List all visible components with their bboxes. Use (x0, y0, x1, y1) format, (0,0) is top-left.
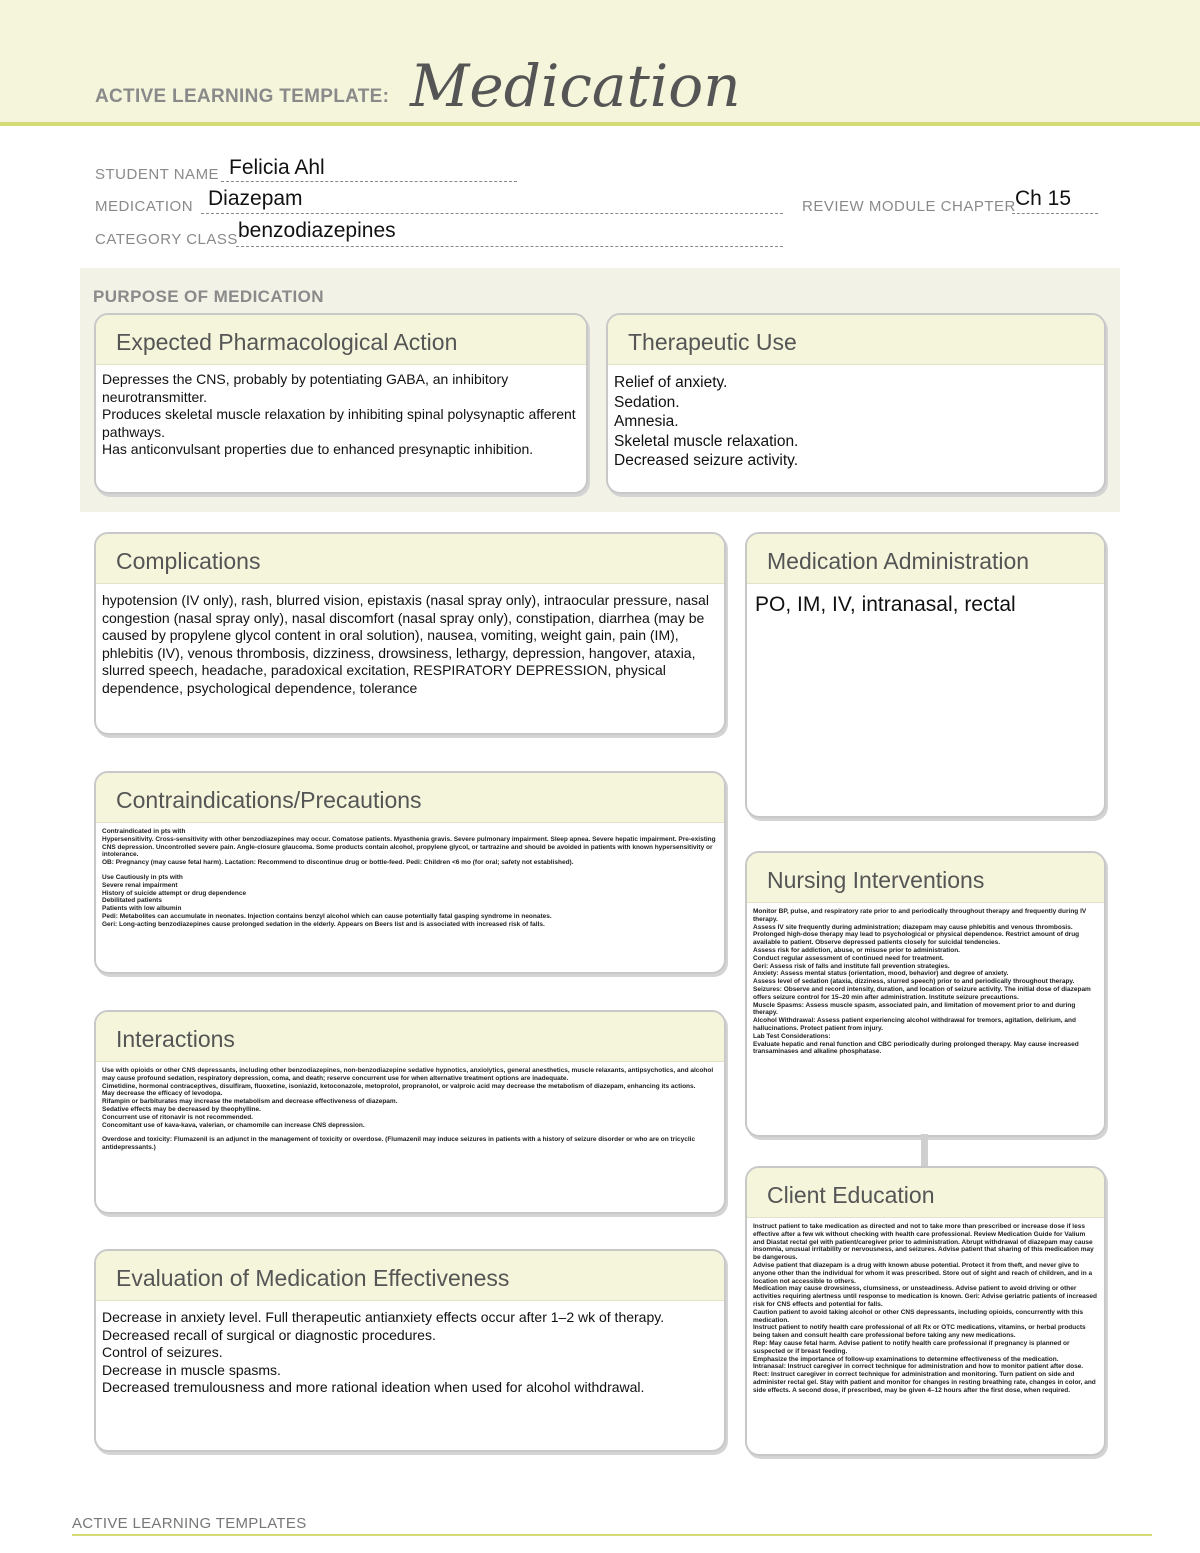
category-class-value[interactable]: benzodiazepines (238, 219, 396, 242)
medication-line (201, 213, 783, 214)
contraindications-title: Contraindications/Precautions (96, 773, 724, 823)
footer-rule (72, 1534, 1152, 1536)
client-education-title: Client Education (747, 1168, 1104, 1218)
medication-administration-body: PO, IM, IV, intranasal, rectal (755, 593, 1016, 616)
client-education-line: Caution patient to avoid taking alcohol or other CNS depressants, including opioids, concurrently with this medication. (753, 1308, 1084, 1324)
interactions-line: May decrease the efficacy of levodopa. (102, 1090, 223, 1098)
client-education-line: Medication may cause drowsiness, clumsiness, or unsteadiness. Advise patient to avoid driving or other activities requiring alertness until response to medication is known. Geri: Advise geriatric patients of increased risk for CNS effects and potential for falls. (753, 1285, 1097, 1308)
complications-title: Complications (96, 534, 724, 584)
contraindications-line: History of suicide attempt or drug dependence (102, 889, 247, 897)
therapeutic-use-title: Therapeutic Use (608, 315, 1104, 365)
expected-action-title: Expected Pharmacological Action (96, 315, 586, 365)
contraindications-line: Debilitated patients (102, 897, 162, 905)
contraindications-body (96, 823, 724, 929)
medication-administration-card (745, 532, 1106, 818)
interactions-line: Concomitant use of kava-kava, valerian, or chamomile can increase CNS depression. (102, 1121, 365, 1129)
spacer (102, 867, 718, 874)
student-name-value[interactable]: Felicia Ahl (229, 156, 325, 179)
interactions-line: Use with opioids or other CNS depressants, including other benzodiazepines, non-benzodiazepine sedative hypnotics, anxiolytics, general anesthetics, muscle relaxants, antipsychotics, and alcohol may cause profound sedation, respiratory depression, coma, and death; reserve concurrent use for when alternative treatment options are inadequate. (102, 1067, 714, 1082)
evaluation-line: Control of seizures. (102, 1344, 223, 1361)
evaluation-line: Decreased recall of surgical or diagnostic procedures. (102, 1326, 436, 1343)
therapeutic-use-body (608, 365, 1104, 471)
interactions-line: Concurrent use of ritonavir is not recommended. (102, 1113, 253, 1121)
client-education-body (747, 1218, 1104, 1395)
therapeutic-use-line: Decreased seizure activity. (614, 452, 799, 470)
evaluation-line: Decrease in muscle spasms. (102, 1361, 281, 1378)
contraindications-line: Use Cautiously in pts with (102, 873, 183, 881)
expected-action-card (94, 313, 588, 494)
nursing-line: Geri: Assess risk of falls and institute fall prevention strategies. (753, 962, 950, 970)
therapeutic-use-line: Relief of anxiety. (614, 374, 728, 391)
review-module-label: REVIEW MODULE CHAPTER (802, 198, 1016, 215)
nursing-interventions-title: Nursing Interventions (747, 853, 1104, 903)
purpose-title: PURPOSE OF MEDICATION (93, 287, 324, 306)
nursing-line: Monitor BP, pulse, and respiratory rate prior to and periodically throughout therapy and frequently during IV therapy. (753, 908, 1087, 923)
contraindications-line: OB: Pregnancy (may cause fetal harm). Lactation: Recommend to discontinue drug or bottle-feed. Pedi: Children <6 mo (for oral; safety not established). (102, 859, 574, 867)
expected-action-line: Depresses the CNS, probably by potentiating GABA, an inhibitory neurotransmitter. (102, 371, 509, 405)
nursing-line: Seizures: Observe and record intensity, duration, and location of seizure activity. The initial dose of diazepam offers seizure control for 15–20 min after administration. Institute seizure precautions. (753, 985, 1091, 1001)
client-education-line: Rep: May cause fetal harm. Advise patient to notify health care professional if pregnancy is planned or suspected or if breast feeding. (753, 1339, 1070, 1355)
evaluation-card (94, 1249, 726, 1452)
category-class-label: CATEGORY CLASS (95, 231, 238, 248)
contraindications-card (94, 771, 726, 974)
therapeutic-use-line: Sedation. (614, 393, 680, 411)
therapeutic-use-line: Skeletal muscle relaxation. (614, 432, 799, 450)
nursing-interventions-card (745, 851, 1106, 1137)
nursing-line: Assess level of sedation (ataxia, dizziness, slurred speech) prior to and periodically throughout therapy. (753, 978, 1075, 986)
review-module-line (1012, 213, 1098, 214)
nursing-line: Assess risk for addiction, abuse, or misuse prior to administration. (753, 946, 960, 954)
contraindications-line: Geri: Long-acting benzodiazepines cause prolonged sedation in the elderly. Appears on Beers list and is associated with increased risk of falls. (102, 920, 545, 928)
interactions-line: Rifampin or barbiturates may increase the metabolism and decrease effectiveness of diazepam. (102, 1098, 398, 1106)
contraindications-line: Patients with low albumin (102, 905, 182, 913)
evaluation-body (96, 1301, 724, 1397)
student-name-label: STUDENT NAME (95, 166, 220, 183)
nursing-line: Alcohol Withdrawal: Assess patient experiencing alcohol withdrawal for tremors, agitation, delirium, and hallucinations. Protect patient from injury. (753, 1017, 1076, 1032)
nursing-line: Prolonged high-dose therapy may lead to psychological or physical dependence. Restrict amount of drug available to patient. Observe depressed patients closely for suicidal tendencies. (753, 931, 1080, 947)
interactions-card (94, 1010, 726, 1214)
medication-value[interactable]: Diazepam (208, 187, 303, 210)
nursing-line: Lab Test Considerations: (753, 1032, 831, 1040)
nursing-line: Evaluate hepatic and renal function and CBC periodically during prolonged therapy. May cause increased transaminases and alkaline phosphatase. (753, 1040, 1079, 1056)
contraindications-line: Contraindicated in pts with (102, 828, 186, 835)
interactions-title: Interactions (96, 1012, 724, 1062)
complications-card (94, 532, 726, 735)
therapeutic-use-line: Amnesia. (614, 413, 679, 431)
complications-body: hypotension (IV only), rash, blurred vision, epistaxis (nasal spray only), intraocular pressure, nasal congestion (nasal spray only), nasal discomfort (nasal spray only), constipation, diarrhea (may be caused by propylene glycol content in oral solution), nausea, vomiting, weight gain, pain (IM), phlebitis (IV), venous thrombosis, dizziness, drowsiness, lethargy, depression, hangover, ataxia, slurred speech, headache, paradoxical excitation, RESPIRATORY DEPRESSION, physical dependence, psychological dependence, tolerance (102, 592, 709, 696)
client-education-line: Intranasal: Instruct caregiver in correct technique for administration and how to monitor patient after dose. (753, 1363, 1084, 1371)
nursing-line: Muscle Spasms: Assess muscle spasm, associated pain, and limitation of movement prior to and during therapy. (753, 1001, 1076, 1017)
therapeutic-use-card (606, 313, 1106, 494)
template-title: Medication (410, 52, 741, 120)
expected-action-line: Produces skeletal muscle relaxation by inhibiting spinal polysynaptic afferent pathways. (102, 406, 576, 440)
medication-label: MEDICATION (95, 198, 194, 215)
client-education-line: Instruct patient to take medication as directed and not to take more than prescribed or increase dose if less effective after a few wk without checking with health care professional. Review Medication Guide for Valium and Diastat rectal gel with patient/caregiver prior to administration. Abrupt withdrawal of diazepam may cause insomnia, unusual irritability or nervousness, and seizures. Advise patient that sharing of this medication may be dangerous. (753, 1223, 1094, 1262)
interactions-line: Overdose and toxicity: Flumazenil is an adjunct in the management of toxicity or overdose. (Flumazenil may induce seizures in patients with a history of seizure disorder or who are on tricyclic antidepressants.) (102, 1136, 696, 1152)
client-education-card (745, 1166, 1106, 1456)
footer-text: ACTIVE LEARNING TEMPLATES (72, 1515, 307, 1532)
expected-action-line: Has anticonvulsant properties due to enhanced presynaptic inhibition. (102, 441, 534, 458)
interactions-line: Cimetidine, hormonal contraceptives, disulfiram, fluoxetine, isoniazid, ketoconazole, metoprolol, propranolol, or valproic acid may decrease the metabolism of diazepam, enhancing its actions. (102, 1082, 696, 1090)
connector (921, 1134, 928, 1166)
template-label: ACTIVE LEARNING TEMPLATE: (95, 86, 390, 107)
nursing-interventions-body (747, 903, 1104, 1056)
evaluation-title: Evaluation of Medication Effectiveness (96, 1251, 724, 1301)
client-education-line: Advise patient that diazepam is a drug with known abuse potential. Protect it from theft, and never give to anyone other than the individual for whom it was prescribed. Store out of sight and reach of children, and in a location not accessible to others. (753, 1261, 1093, 1285)
category-class-line (236, 246, 783, 247)
contraindications-line: Severe renal impairment (102, 881, 178, 889)
interactions-body (96, 1062, 724, 1152)
nursing-line: Assess IV site frequently during administration; diazepam may cause phlebitis and venous thrombosis. (753, 923, 1073, 931)
client-education-line: Instruct patient to notify health care professional of all Rx or OTC medications, vitamins, or herbal products being taken and consult health care professional before taking any new medications. (753, 1324, 1086, 1340)
evaluation-line: Decreased tremulousness and more rational ideation when used for alcohol withdrawal. (102, 1379, 645, 1396)
evaluation-line: Decrease in anxiety level. Full therapeutic antianxiety effects occur after 1–2 wk of therapy. (102, 1309, 665, 1325)
review-module-value[interactable]: Ch 15 (1015, 187, 1072, 210)
medication-administration-title: Medication Administration (747, 534, 1104, 584)
interactions-line: Sedative effects may be decreased by theophylline. (102, 1105, 261, 1113)
nursing-line: Conduct regular assessment of continued need for treatment. (753, 954, 944, 962)
client-education-line: Rect: Instruct caregiver in correct technique for administration and monitoring. Turn patient on side and administer rectal gel. Stay with patient and monitor for changes in resting breathing rate, changes in color, and side effects. A second dose, if prescribed, may be given 4–12 hours after the first dose, when required. (753, 1371, 1096, 1394)
contraindications-line: Pedi: Metabolites can accumulate in neonates. Injection contains benzyl alcohol which can cause potentially fatal gasping syndrome in neonates. (102, 912, 552, 920)
student-name-line (221, 181, 517, 182)
client-education-line: Emphasize the importance of follow-up examinations to determine effectiveness of the medication. (753, 1355, 1059, 1363)
expected-action-body (96, 365, 586, 459)
spacer (102, 1129, 718, 1136)
contraindications-line: Hypersensitivity. Cross-sensitivity with other benzodiazepines may occur. Comatose patients. Myasthenia gravis. Severe pulmonary impairment. Sleep apnea. Severe hepatic impairment. Pre-existing CNS depression. Uncontrolled severe pain. Angle-closure glaucoma. Some products contain alcohol, propylene glycol, or tartrazine and should be avoided in patients with known hypersensitivity or intolerance. (102, 835, 716, 859)
nursing-line: Anxiety: Assess mental status (orientation, mood, behavior) and degree of anxiety. (753, 970, 1009, 978)
header-rule (0, 122, 1200, 126)
